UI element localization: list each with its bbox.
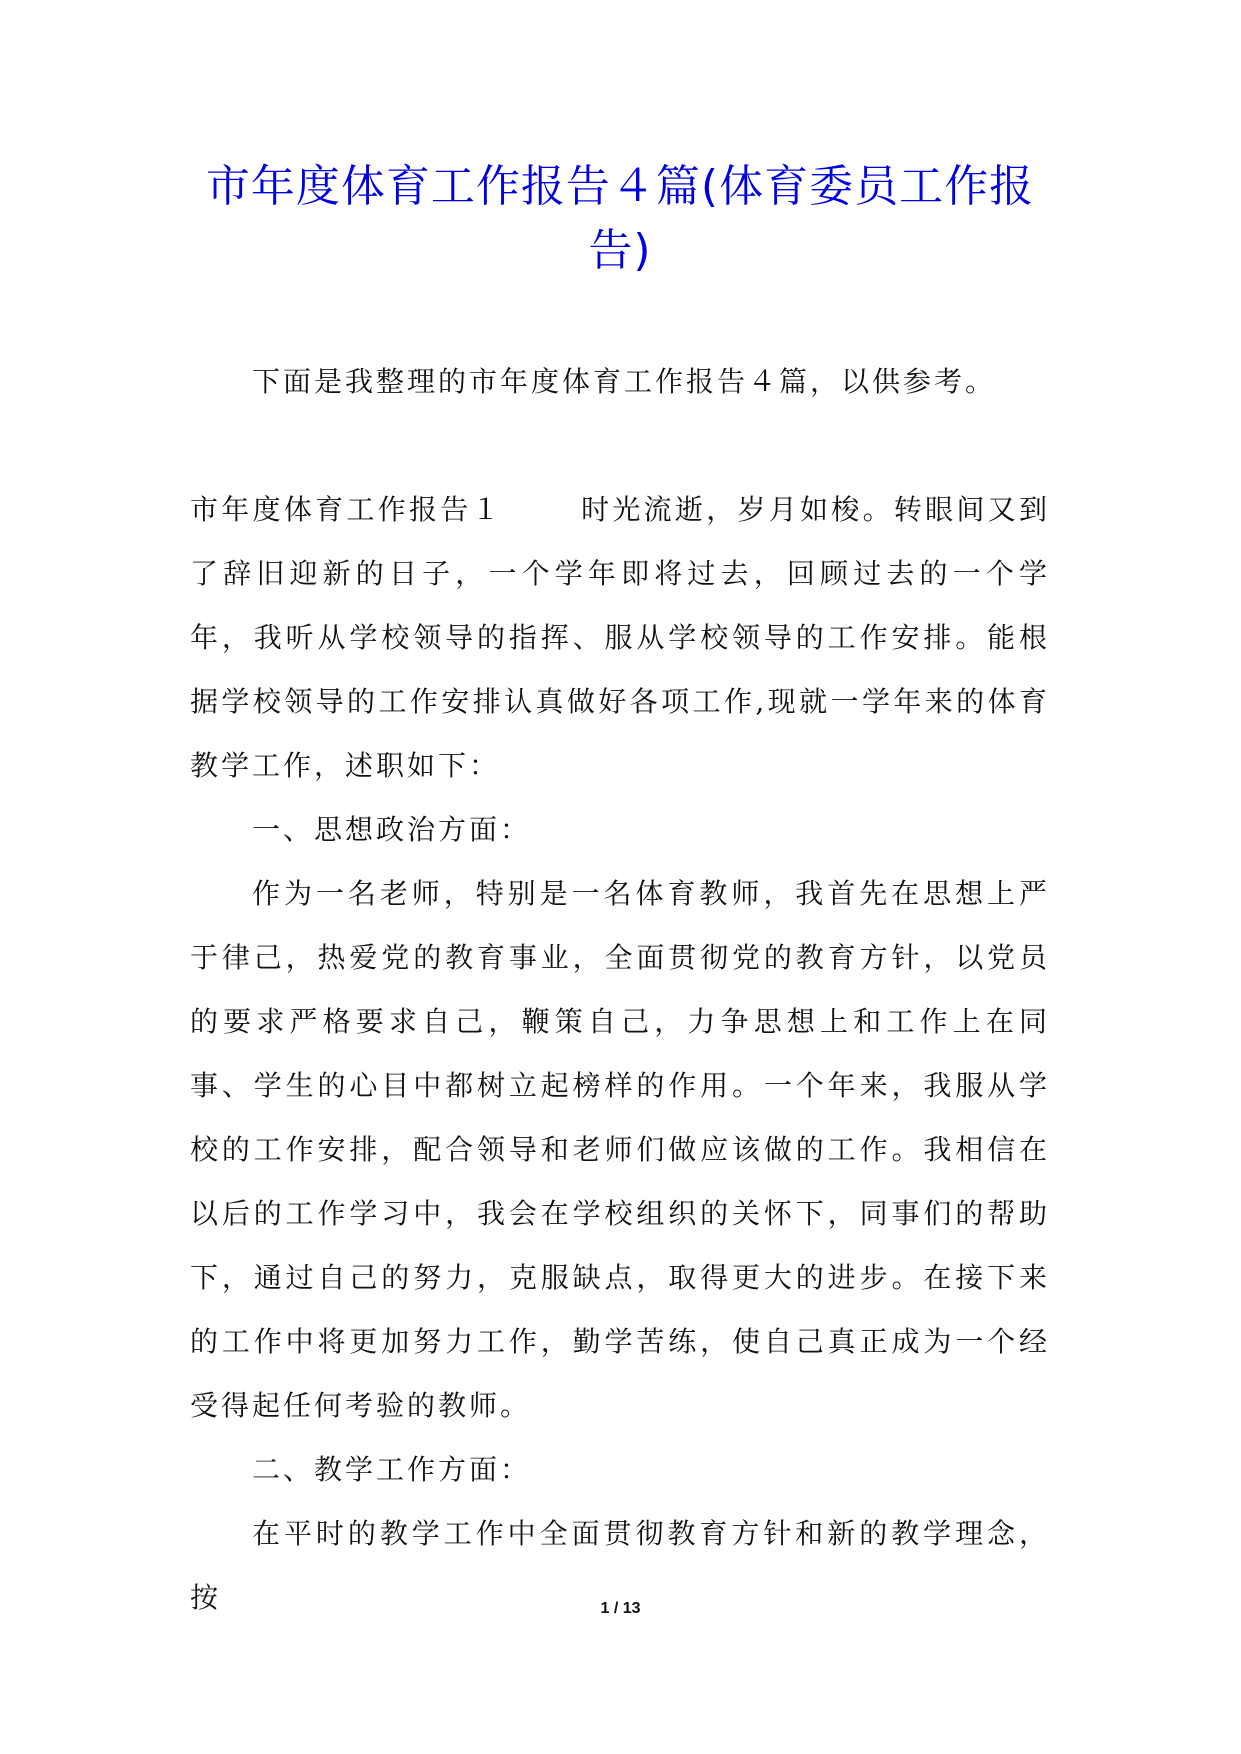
subheading-teaching: 二、教学工作方面：: [252, 1453, 532, 1486]
intro-block: [190, 350, 1050, 414]
paragraph-text: 时光流逝，岁月如梭。转眼间又到了辞旧迎新的日子，一个学年即将过去，回顾过去的一个学年，我听从学校领导的指挥、服从学校领导的工作安排。能根据学校领导的工作安排认真做好各项工作,现就一学年来的体育教学工作，述职如下：: [190, 493, 1050, 782]
paragraph-politics: 作为一名老师，特别是一名体育教师，我首先在思想上严于律己，热爱党的教育事业，全面贯彻党的教育方针，以党员的要求严格要求自己，鞭策自己，力争思想上和工作上在同事、学生的心目中都树立起榜样的作用。一个年来，我服从学校的工作安排，配合领导和老师们做应该做的工作。我相信在以后的工作学习中，我会在学校组织的关怀下，同事们的帮助下，通过自己的努力，克服缺点，取得更大的进步。在接下来的工作中将更加努力工作，勤学苦练，使自己真正成为一个经受得起任何考验的教师。: [190, 877, 1050, 1422]
paragraph-teaching: 在平时的教学工作中全面贯彻教育方针和新的教学理念，按: [190, 1517, 1050, 1614]
report-body: [190, 478, 1050, 1630]
subheading-politics: 一、思想政治方面：: [252, 813, 532, 846]
report-first-paragraph: [190, 478, 1050, 798]
page-indicator: 1 / 13: [600, 1600, 641, 1617]
document-title: 市年度体育工作报告４篇(体育委员工作报告): [205, 161, 1035, 276]
section-heading: 市年度体育工作报告１: [190, 493, 503, 526]
intro-paragraph: 下面是我整理的市年度体育工作报告４篇，以供参考。: [252, 365, 997, 398]
